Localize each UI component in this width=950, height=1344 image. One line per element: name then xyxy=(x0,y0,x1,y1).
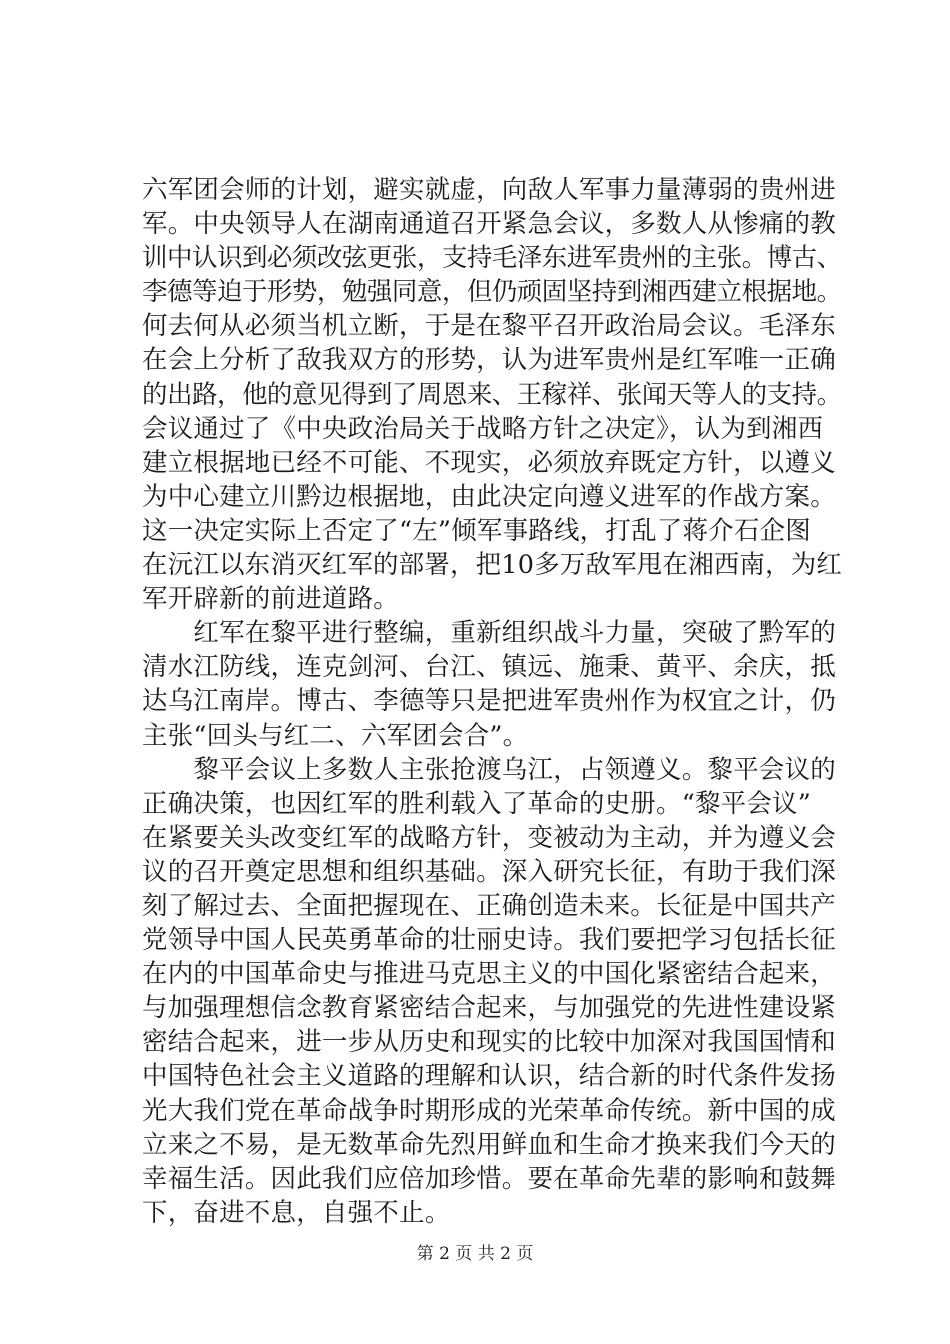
text-line: 建立根据地已经不可能、不现实，必须放弃既定方针，以遵义 xyxy=(142,447,836,478)
text-line: 刻了解过去、全面把握现在、正确创造未来。长征是中国共产 xyxy=(142,890,836,921)
text-line: 红军在黎平进行整编，重新组织战斗力量，突破了黔军的 xyxy=(142,618,836,649)
text-line: 军。中央领导人在湖南通道召开紧急会议，多数人从惨痛的教 xyxy=(142,209,836,240)
text-line: 的出路，他的意见得到了周恩来、王稼祥、张闻天等人的支持。 xyxy=(142,379,842,410)
text-line: 何去何从必须当机立断，于是在黎平召开政治局会议。毛泽东 xyxy=(142,311,836,342)
text-line: 清水江防线，连克剑河、台江、镇远、施秉、黄平、余庆，抵 xyxy=(142,652,836,683)
text-line: 主张“回头与红二、六军团会合”。 xyxy=(142,720,529,751)
text-line: 黎平会议上多数人主张抢渡乌江，占领遵义。黎平会议的 xyxy=(142,754,836,785)
text-line: 正确决策，也因红军的胜利载入了革命的史册。“黎平会议” xyxy=(142,788,811,819)
text-line: 李德等迫于形势，勉强同意，但仍顽固坚持到湘西建立根据地。 xyxy=(142,277,842,308)
text-line: 立来之不易，是无数革命先烈用鲜血和生命才换来我们今天的 xyxy=(142,1129,836,1160)
text-line: 议的召开奠定思想和组织基础。深入研究长征，有助于我们深 xyxy=(142,856,836,887)
text-line: 与加强理想信念教育紧密结合起来，与加强党的先进性建设紧 xyxy=(142,993,836,1024)
text-line: 会议通过了《中央政治局关于战略方针之决定》，认为到湘西 xyxy=(142,413,824,444)
text-line: 在紧要关头改变红军的战略方针，变被动为主动，并为遵义会 xyxy=(142,822,836,853)
text-line: 这一决定实际上否定了“左”倾军事路线，打乱了蒋介石企图 xyxy=(142,515,811,546)
text-line: 在内的中国革命史与推进马克思主义的中国化紧密结合起来， xyxy=(142,959,836,990)
text-line: 六军团会师的计划，避实就虚，向敌人军事力量薄弱的贵州进 xyxy=(142,175,836,205)
text-line: 在沅江以东消灭红军的部署，把10多万敌军甩在湘西南，为红 xyxy=(142,550,843,581)
text-line: 幸福生活。因此我们应倍加珍惜。要在革命先辈的影响和鼓舞 xyxy=(142,1163,836,1194)
text-line: 中国特色社会主义道路的理解和认识，结合新的时代条件发扬 xyxy=(142,1061,836,1092)
text-line: 达乌江南岸。博古、李德等只是把进军贵州作为权宜之计，仍 xyxy=(142,686,836,717)
text-line: 在会上分析了敌我双方的形势，认为进军贵州是红军唯一正确 xyxy=(142,345,836,376)
text-line: 为中心建立川黔边根据地，由此决定向遵义进军的作战方案。 xyxy=(142,481,836,512)
text-line: 下，奋进不息，自强不止。 xyxy=(142,1197,451,1228)
text-line: 光大我们党在革命战争时期形成的光荣革命传统。新中国的成 xyxy=(142,1095,836,1126)
text-line: 军开辟新的前进道路。 xyxy=(142,584,400,615)
text-line: 训中认识到必须改弦更张，支持毛泽东进军贵州的主张。博古、 xyxy=(142,243,842,274)
text-line: 密结合起来，进一步从历史和现实的比较中加深对我国国情和 xyxy=(142,1027,836,1058)
text-line: 党领导中国人民英勇革命的壮丽史诗。我们要把学习包括长征 xyxy=(142,925,836,956)
page-footer: 第 2 页 共 2 页 xyxy=(416,1244,534,1264)
body-text xyxy=(142,173,842,1230)
